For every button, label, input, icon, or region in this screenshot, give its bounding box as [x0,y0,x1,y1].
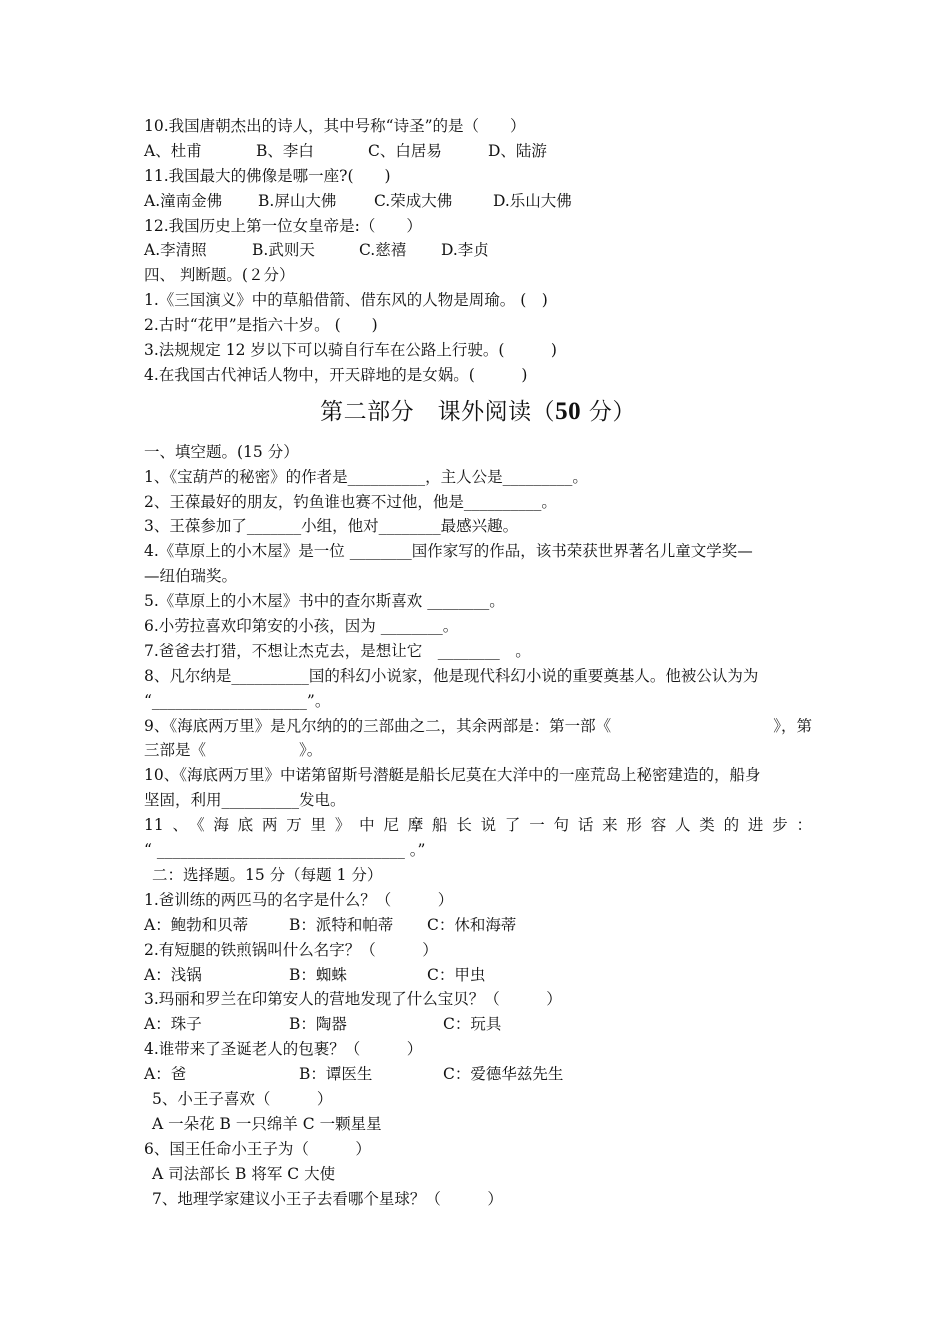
fill-item: —纽伯瑞奖。 [144,567,238,586]
fill-item: 4.《草原上的小木屋》是一位 ________国作家写的作品，该书荣获世界著名儿童文学奖— [144,542,753,561]
page-content [144,114,812,1211]
fill-item: 5.《草原上的小木屋》书中的查尔斯喜欢 ________。 [144,592,505,611]
part-two-heading [144,388,812,440]
option: A：爸 [144,1065,187,1084]
question-10: 10.我国唐朝杰出的诗人，其中号称“诗圣”的是（ ） [144,117,526,135]
judge-item: 1.《三国演义》中的草船借箭、借东风的人物是周瑜。 ( ) [144,291,548,310]
fill-item-9-right: 》，第 [773,716,812,735]
option: B：蜘蛛 [289,965,347,984]
judge-item: 4.在我国古代神话人物中，开天辟地的是女娲。( ) [144,365,528,384]
option: C：甲虫 [427,965,486,984]
option: B：派特和帕蒂 [289,915,394,934]
choice-section-title: 二：选择题。15 分（每题 1 分） [152,865,383,884]
fill-item-9-line2: 三部是《 》。 [144,741,323,760]
option: C、白居易 [368,141,442,160]
option: A、杜甫 [144,141,202,160]
option: D.李贞 [441,241,489,260]
option: A：浅锅 [144,965,202,984]
option: D.乐山大佛 [493,191,572,210]
option: B.屏山大佛 [258,191,337,210]
question-11-options [144,189,812,214]
option: C.慈禧 [359,241,407,260]
fill-item: “____________________”。 [144,691,331,710]
choice-options [144,913,812,938]
fill-item: 1、《宝葫芦的秘密》的作者是__________，主人公是_________。 [144,467,588,486]
heading-suffix: 分） [581,398,636,425]
fill-item-11-line1: 11、《海底两万里》中尼摩船长说了一句话来形容人类的进步： [144,816,812,835]
option: A：鲍勃和贝蒂 [144,915,249,934]
option: B：谭医生 [299,1065,373,1084]
choice-question: 3.玛丽和罗兰在印第安人的营地发现了什么宝贝？（ ） [144,990,562,1009]
choice-question: 4.谁带来了圣诞老人的包裹？（ ） [144,1040,423,1059]
judge-item: 2.古时“花甲”是指六十岁。 ( ) [144,316,378,335]
fill-item: 3、王葆参加了_______小组，他对________最感兴趣。 [144,517,519,536]
option: C：玩具 [443,1015,502,1034]
option: D、陆游 [488,141,547,160]
choice-question: 1.爸训练的两匹马的名字是什么？（ ） [144,890,454,909]
fill-item: 6.小劳拉喜欢印第安的小孩，因为 ________。 [144,617,459,636]
choice-question: 6、国王任命小王子为（ ） [144,1139,371,1158]
choice-options: A 一朵花 B 一只绵羊 C 一颗星星 [152,1114,382,1133]
option: A：珠子 [144,1015,202,1034]
question-12-options [144,238,812,263]
section-judge-title: 四、 判断题。(２分） [144,266,295,285]
fill-item: 8、凡尔纳是__________国的科幻小说家，他是现代科幻小说的重要奠基人。他被公认为为 [144,666,759,685]
question-11: 11.我国最大的佛像是哪一座?( ) [144,166,391,185]
option: C：爱德华兹先生 [443,1065,564,1084]
choice-options [144,1062,812,1087]
choice-question: 5、小王子喜欢（ ） [152,1089,333,1108]
fill-item-11-line2: “ ________________________________ 。” [144,841,426,860]
option: A.李清照 [144,241,207,260]
option: A.潼南金佛 [144,191,223,210]
fill-item-10-line2: 坚固，利用__________发电。 [144,791,346,810]
fill-item: 7.爸爸去打猎，不想让杰克去，是想让它 ________ 。 [144,641,531,660]
option: B.武则天 [252,241,315,260]
judge-item: 3.法规规定 12 岁以下可以骑自行车在公路上行驶。( ) [144,341,557,360]
option: C：休和海蒂 [427,915,517,934]
question-12: 12.我国历史上第一位女皇帝是:（ ） [144,216,422,235]
question-10-options [144,139,812,164]
heading-score: 50 [555,397,582,425]
fill-section-title: 一、填空题。(15 分） [144,442,299,461]
option: B、李白 [256,141,314,160]
choice-question: 7、地理学家建议小王子去看哪个星球？（ ） [152,1189,503,1208]
fill-item-9-left: 9、《海底两万里》是凡尔纳的的三部曲之二，其余两部是：第一部《 [144,716,612,735]
choice-question: 2.有短腿的铁煎锅叫什么名字？（ ） [144,940,438,959]
heading-prefix: 第二部分 课外阅读（ [320,398,556,425]
choice-options: A 司法部长 B 将军 C 大使 [152,1164,336,1183]
fill-item-10-line1: 10、《海底两万里》中诺第留斯号潜艇是船长尼莫在大洋中的一座荒岛上秘密建造的，船身 [144,766,761,785]
option: C.荣成大佛 [374,191,453,210]
option: B：陶器 [289,1015,347,1034]
fill-item-9-line1 [144,714,812,739]
choice-options [144,963,812,988]
fill-item: 2、王葆最好的朋友，钓鱼谁也赛不过他，他是__________。 [144,492,557,511]
choice-options [144,1012,812,1037]
